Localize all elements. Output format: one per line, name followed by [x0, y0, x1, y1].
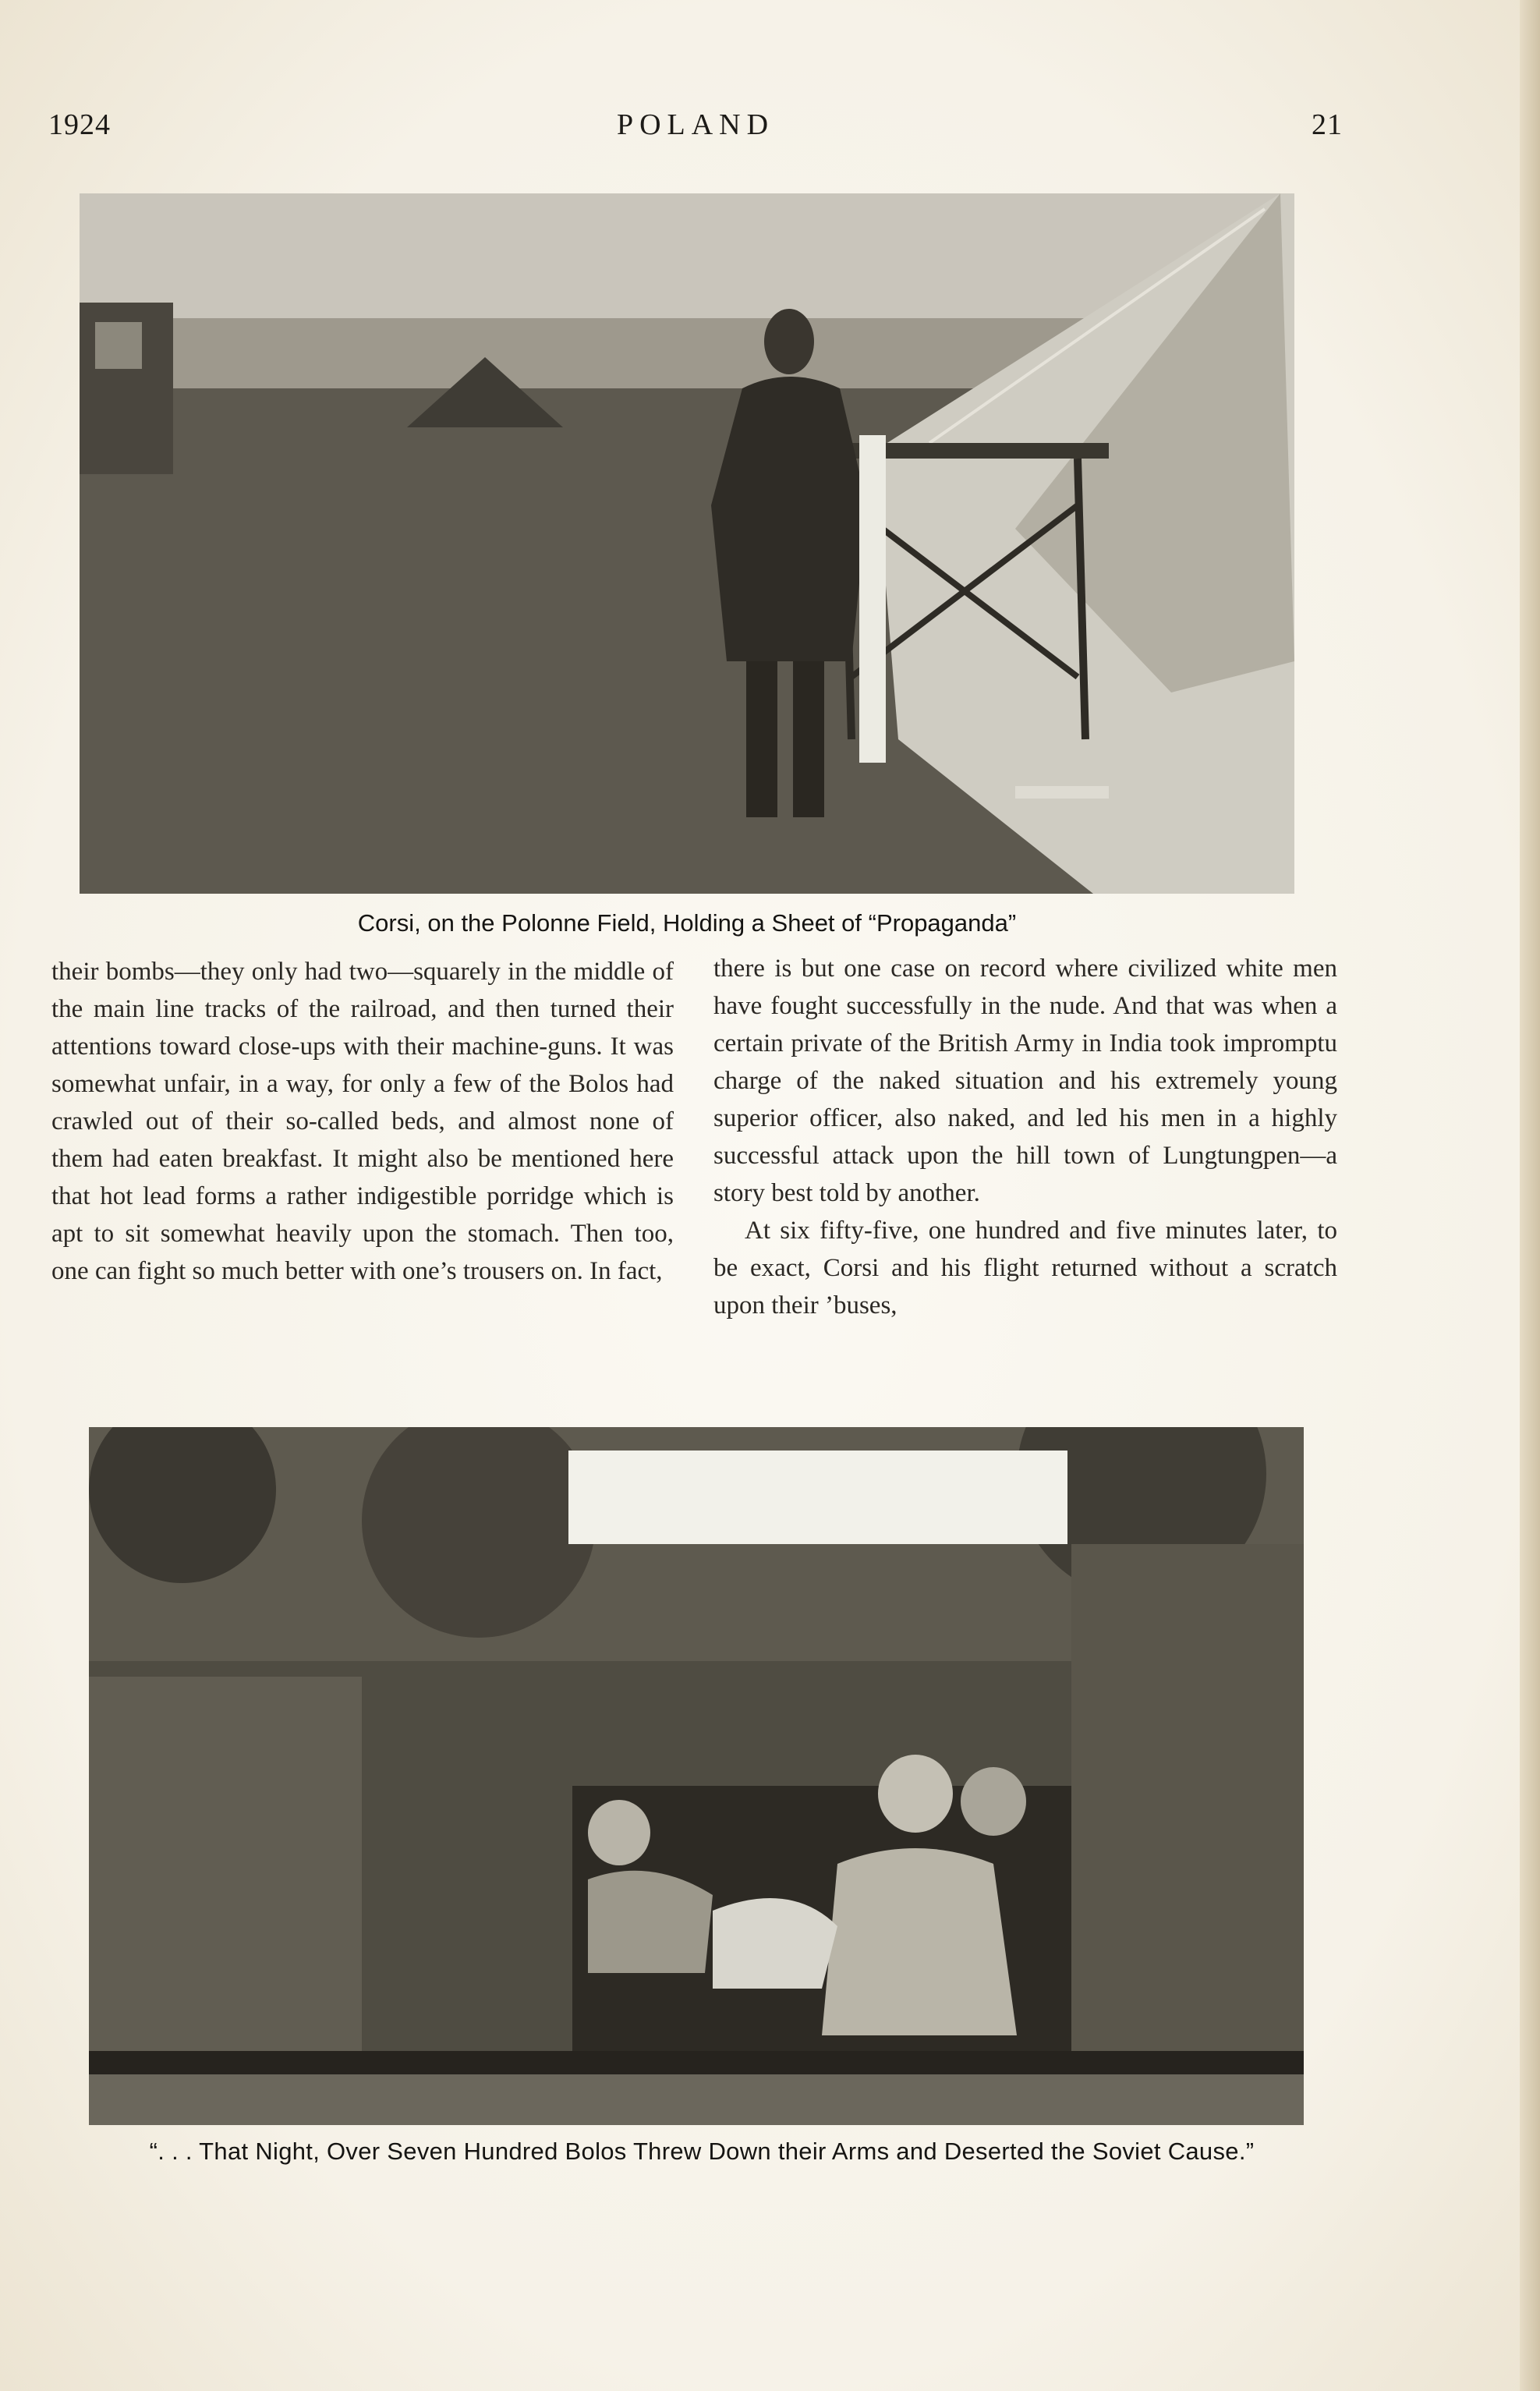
photo-bolos-railcar: [89, 1427, 1304, 2125]
page-edge: [1520, 0, 1540, 2391]
paragraph-left: their bombs—they only had two—squarely in the middle of the main line tracks of the railroad, and then turned their attentions toward close-ups with their machine-guns. It was somewhat unfair, in a way, for only a few of the Bolos had crawled out of their so-called beds, and almost none of them had eaten breakfast. It might also be mentioned here that hot lead forms a rather indigestible porridge which is apt to sit somewhat heavily upon the stomach. Then too, one can fight so much better with one’s trousers on. In fact,: [51, 958, 674, 1285]
text-column-right: [713, 950, 1337, 1324]
header-year: 1924: [48, 108, 111, 141]
text-column-left: [51, 953, 674, 1290]
photo-corsi-field-image: [80, 193, 1294, 894]
page-number: 21: [1312, 108, 1343, 141]
running-header: [48, 108, 1343, 154]
photo-bolos-railcar-image: [89, 1427, 1304, 2125]
header-title: POLAND: [616, 108, 775, 141]
figure-caption-2: “. . . That Night, Over Seven Hundred Bolos Threw Down their Arms and Deserted the Soviet Cause.”: [149, 2138, 1255, 2165]
photo-corsi-field: [80, 193, 1294, 894]
figure-caption-1: Corsi, on the Polonne Field, Holding a Sheet of “Propaganda”: [357, 909, 1017, 937]
paragraph-right-2: At six fifty-five, one hundred and five minutes later, to be exact, Corsi and his flight returned without a scratch upon their ’buses,: [713, 1217, 1337, 1319]
paragraph-right-1: there is but one case on record where civilized white men have fought successfully in the nude. And that was when a certain private of the British Army in India took impromptu charge of the naked situation and his extremely young superior officer, also naked, and led his men in a highly successful attack upon the hill town of Lungtungpen—a story best told by another.: [713, 955, 1337, 1207]
